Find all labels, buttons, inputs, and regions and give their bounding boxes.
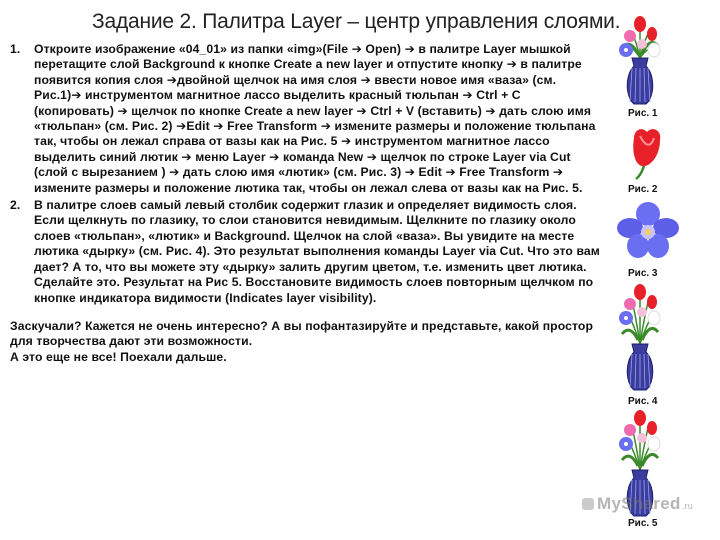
task-content bbox=[10, 42, 602, 365]
blue-flower-icon bbox=[616, 200, 680, 264]
watermark-text: MyShared bbox=[597, 494, 681, 513]
task-list bbox=[10, 42, 602, 306]
vase-bouquet-icon bbox=[612, 282, 668, 392]
page-title: Задание 2. Палитра Layer – центр управления слоями. bbox=[92, 10, 621, 33]
closing-line-2: А это еще не все! Поехали дальше. bbox=[10, 349, 227, 364]
figure-3-label: Рис. 3 bbox=[628, 268, 658, 279]
figure-3-image bbox=[616, 200, 680, 264]
task-number: 1. bbox=[10, 42, 21, 56]
closing-line-1: Заскучали? Кажется не очень интересно? А вы пофантазируйте и представьте, какой простор для творчества дают эти возможности. bbox=[10, 318, 593, 349]
task-text: В палитре слоев самый левый столбик содержит глазик и определяет видимость слоя. Если щелкнуть по глазику, то слои становится невидимым. Щелкните по глазику около слоев «тюльпан», «лютик» и Background. Щелчок на слой «ваза». Вы увидите на месте лютика «дырку» (см. Рис. 4). Это результат выполнения команды Layer via Cut. Что это вам дает? А то, что вы можете эту «дырку» залить другим цветом, т.е. изменить цвет лютика. Сделайте это. Результат на Рис 5. Восстановите видимость слоев повторным щелчком по кнопке индикатора видимости (Indicates layer visibility). bbox=[34, 198, 600, 305]
watermark-logo-icon bbox=[582, 498, 594, 510]
figure-5-label: Рис. 5 bbox=[628, 518, 658, 529]
task-item-1 bbox=[10, 42, 602, 196]
watermark-suffix: .ru bbox=[681, 501, 694, 511]
red-tulip-icon bbox=[624, 124, 670, 180]
figure-2-label: Рис. 2 bbox=[628, 184, 658, 195]
task-text: Откроите изображение «04_01» из папки «img»(File ➔ Open) ➔ в палитре Layer мышкой перетащите слой Background к кнопке Create a new layer и отпустите кнопку ➔ в палитре появится копия слоя ➔двойной щелчок на имя слоя ➔ ввести новое имя «ваза» (см. Рис.1)➔ инструментом магнитное лассо выделить красный тюльпан ➔ Ctrl + C (копировать) ➔ щелчок по кнопке Create a new layer ➔ Ctrl + V (вставить) ➔ дать слою имя «тюльпан» (см. Рис. 2) ➔Edit ➔ Free Transform ➔ измените размеры и положение тюльпана так, чтобы он лежал справа от вазы как на Рис. 5 ➔ инструментом магнитное лассо выделить синий лютик ➔ меню Layer ➔ команда New ➔ щелчок по строке Layer via Cut (слой с вырезанием ) ➔ дать слою имя «лютик» (см. Рис. 3) ➔ Edit ➔ Free Transform ➔ измените размеры и положение лютика так, чтобы он лежал слева от вазы как на Рис. 5. bbox=[34, 42, 596, 195]
closing-text bbox=[10, 319, 602, 365]
figure-1-label: Рис. 1 bbox=[628, 108, 658, 119]
watermark bbox=[582, 494, 693, 514]
figures-column bbox=[604, 0, 720, 540]
figure-4-label: Рис. 4 bbox=[628, 396, 658, 407]
task-number: 2. bbox=[10, 198, 21, 213]
figure-2-image bbox=[624, 124, 670, 180]
vase-bouquet-icon bbox=[612, 14, 668, 106]
figure-1-image bbox=[612, 14, 668, 106]
figure-4-image bbox=[612, 282, 668, 392]
task-item-2 bbox=[10, 198, 602, 306]
